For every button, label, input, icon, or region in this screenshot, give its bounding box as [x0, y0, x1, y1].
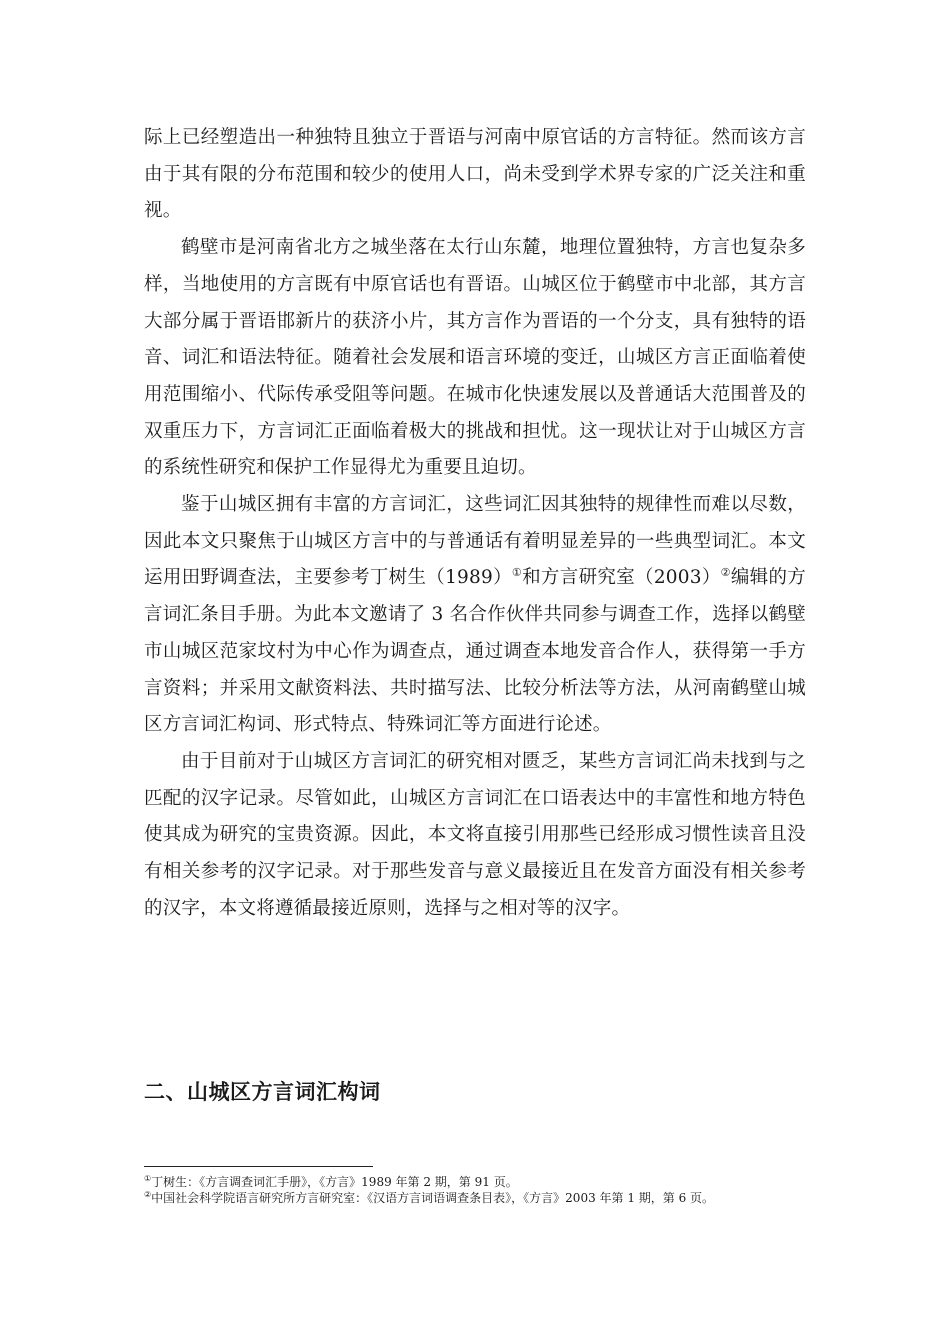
paragraph-methodology-part-a: 鉴于山城区拥有丰富的方言词汇，这些词汇因其独特的规律性而难以尽数，因此本文只聚焦于山城区方言中的与普通话有着明显差异的一些典型词汇。本文运用田野调查法，主要参考丁树生（1989）: [144, 494, 806, 589]
section-heading: 二、山城区方言词汇构词: [144, 1080, 381, 1104]
footnotes: [144, 1174, 806, 1206]
footnote-separator: [144, 1166, 373, 1167]
paragraph-methodology: [144, 487, 806, 744]
footnote-text-2: 中国社会科学院语言研究所方言研究室：《汉语方言词语调查条目表》，《方言》2003 年第 1 期，第 6 页。: [151, 1191, 715, 1205]
paragraph-character-selection: 由于目前对于山城区方言词汇的研究相对匮乏，某些方言词汇尚未找到与之匹配的汉字记录。尽管如此，山城区方言词汇在口语表达中的丰富性和地方特色使其成为研究的宝贵资源。因此，本文将直接引用那些已经形成习惯性读音且没有相关参考的汉字记录。对于那些发音与意义最接近且在发音方面没有相关参考的汉字，本文将遵循最接近原则，选择与之相对等的汉字。: [144, 750, 806, 919]
footnote-ref-1[interactable]: ①: [511, 566, 523, 580]
footnote-1: [144, 1174, 806, 1190]
footnote-ref-2[interactable]: ②: [720, 566, 731, 580]
footnote-text-1: 丁树生：《方言调查词汇手册》，《方言》1989 年第 2 期，第 91 页。: [151, 1175, 518, 1189]
footnote-2: [144, 1190, 806, 1206]
footnote-mark-1: ①: [144, 1174, 152, 1183]
paragraph-methodology-part-b: 和方言研究室（2003）: [522, 567, 721, 589]
paragraph-methodology-part-c: 编辑的方言词汇条目手册。为此本文邀请了 3 名合作伙伴共同参与调查工作，选择以鹤壁市山城区范家坟村为中心作为调查点，通过调查本地发音合作人，获得第一手方言资料；并采用文献资料法、共时描写法、比较分析法等方法，从河南鹤壁山城区方言词汇构词、形式特点、特殊词汇等方面进行论述。: [144, 567, 806, 736]
paragraph-hebi-dialect: 鹤壁市是河南省北方之城坐落在太行山东麓，地理位置独特，方言也复杂多样，当地使用的方言既有中原官话也有晋语。山城区位于鹤壁市中北部，其方言大部分属于晋语邯新片的获济小片，其方言作为晋语的一个分支，具有独特的语音、词汇和语法特征。随着社会发展和语言环境的变迁，山城区方言正面临着使用范围缩小、代际传承受阻等问题。在城市化快速发展以及普通话大范围普及的双重压力下，方言词汇正面临着极大的挑战和担忧。这一现状让对于山城区方言的系统性研究和保护工作显得尤为重要且迫切。: [144, 237, 806, 479]
paragraph-continued: 际上已经塑造出一种独特且独立于晋语与河南中原官话的方言特征。然而该方言由于其有限的分布范围和较少的使用人口，尚未受到学术界专家的广泛关注和重视。: [144, 127, 806, 222]
body-text: [144, 120, 806, 927]
footnote-mark-2: ②: [144, 1190, 152, 1199]
